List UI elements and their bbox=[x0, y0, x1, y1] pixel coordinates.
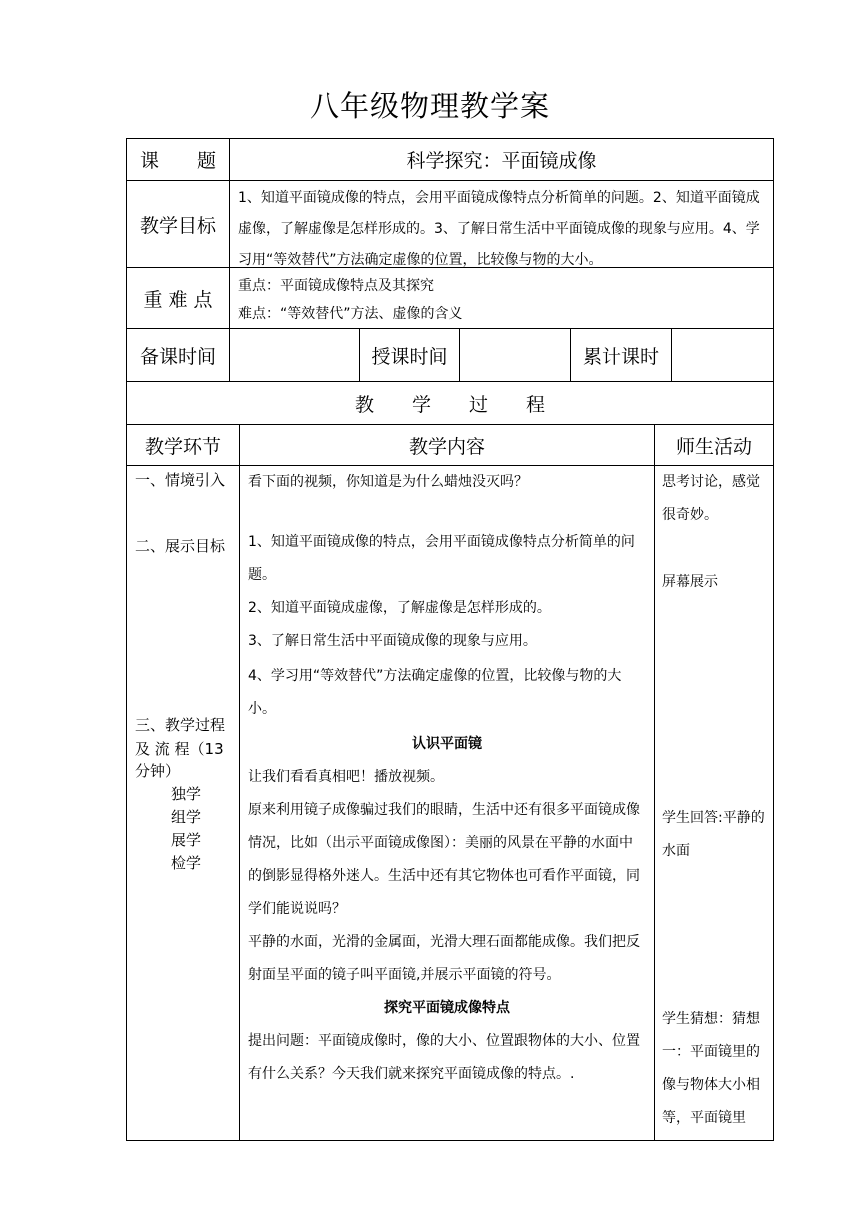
stage-intro: 一、情境引入 bbox=[135, 471, 226, 489]
col-activity-header: 师生活动 bbox=[654, 424, 774, 466]
document-title: 八年级物理教学案 bbox=[309, 89, 550, 123]
goals-text: 1、知道平面镜成像的特点，会用平面镜成像特点分析简单的问题。2、知道平面镜成虚像，了解虚像是怎样形成的。3、了解日常生活中平面镜成像的现象与应用。4、学习用“等效替代”方法确定虚像的位置，比较像与物的大小。 bbox=[238, 190, 760, 268]
prep-time-value bbox=[229, 328, 360, 382]
stage-sub-check: 检学 bbox=[171, 854, 202, 872]
key-label: 重 难 点 bbox=[126, 267, 230, 329]
total-hours-value bbox=[671, 328, 774, 382]
intro-text: 看下面的视频，你知道是为什么蜡烛没灭吗？ bbox=[248, 474, 528, 490]
goal-item-1: 1、知道平面镜成像的特点，会用平面镜成像特点分析简单的问题。 bbox=[248, 534, 635, 583]
stage-sub-self-study: 独学 bbox=[171, 785, 202, 803]
goals-cell bbox=[229, 180, 774, 268]
activity-3: 学生回答:平静的水面 bbox=[662, 810, 765, 859]
stage-process-line1: 三、教学过程 bbox=[135, 716, 226, 734]
stage-process-line3: 分钟） bbox=[135, 762, 181, 780]
col-content-header: 教学内容 bbox=[239, 424, 655, 466]
stage-process-line2: 及 流 程（13 bbox=[135, 740, 224, 758]
topic-label: 课 题 bbox=[126, 138, 230, 181]
prep-time-label: 备课时间 bbox=[126, 328, 230, 382]
stage-sub-presentation: 展学 bbox=[171, 831, 202, 849]
section-heading-explore: 探究平面镜成像特点 bbox=[384, 1000, 510, 1016]
difficult-point: 难点：“等效替代”方法、虚像的含义 bbox=[238, 306, 463, 322]
goal-item-2: 2、知道平面镜成虚像，了解虚像是怎样形成的。 bbox=[248, 600, 551, 616]
activity-column bbox=[654, 465, 774, 1141]
key-cell bbox=[229, 267, 774, 329]
paragraph-1: 让我们看看真相吧！播放视频。 bbox=[248, 769, 444, 785]
goals-label: 教学目标 bbox=[126, 180, 230, 268]
teach-time-value bbox=[459, 328, 571, 382]
paragraph-4: 提出问题：平面镜成像时，像的大小、位置跟物体的大小、位置有什么关系？今天我们就来探究平面镜成像的特点。. bbox=[248, 1033, 640, 1082]
process-heading: 教 学 过 程 bbox=[126, 381, 774, 425]
stage-sub-group-study: 组学 bbox=[171, 808, 202, 826]
goal-item-3: 3、了解日常生活中平面镜成像的现象与应用。 bbox=[248, 633, 537, 649]
total-hours-label: 累计课时 bbox=[570, 328, 672, 382]
stage-goals: 二、展示目标 bbox=[135, 537, 226, 555]
activity-4: 学生猜想：猜想一：平面镜里的像与物体大小相等，平面镜里 bbox=[662, 1011, 760, 1126]
content-column bbox=[239, 465, 655, 1141]
stage-column bbox=[126, 465, 240, 1141]
section-heading-mirror: 认识平面镜 bbox=[412, 736, 482, 752]
paragraph-2: 原来利用镜子成像骗过我们的眼睛，生活中还有很多平面镜成像情况，比如（出示平面镜成像图）：美丽的风景在平静的水面中的倒影显得格外迷人。生活中还有其它物体也可看作平面镜，同学们能说说吗？ bbox=[248, 802, 640, 917]
key-point: 重点：平面镜成像特点及其探究 bbox=[238, 278, 434, 294]
topic-value: 科学探究：平面镜成像 bbox=[229, 138, 774, 181]
teach-time-label: 授课时间 bbox=[359, 328, 460, 382]
goal-item-4: 4、学习用“等效替代”方法确定虚像的位置，比较像与物的大小。 bbox=[248, 668, 622, 717]
activity-2: 屏幕展示 bbox=[662, 574, 718, 590]
col-stage-header: 教学环节 bbox=[126, 424, 240, 466]
paragraph-3: 平静的水面，光滑的金属面，光滑大理石面都能成像。我们把反射面呈平面的镜子叫平面镜,并展示平面镜的符号。 bbox=[248, 934, 640, 983]
activity-1: 思考讨论，感觉很奇妙。 bbox=[662, 474, 760, 523]
